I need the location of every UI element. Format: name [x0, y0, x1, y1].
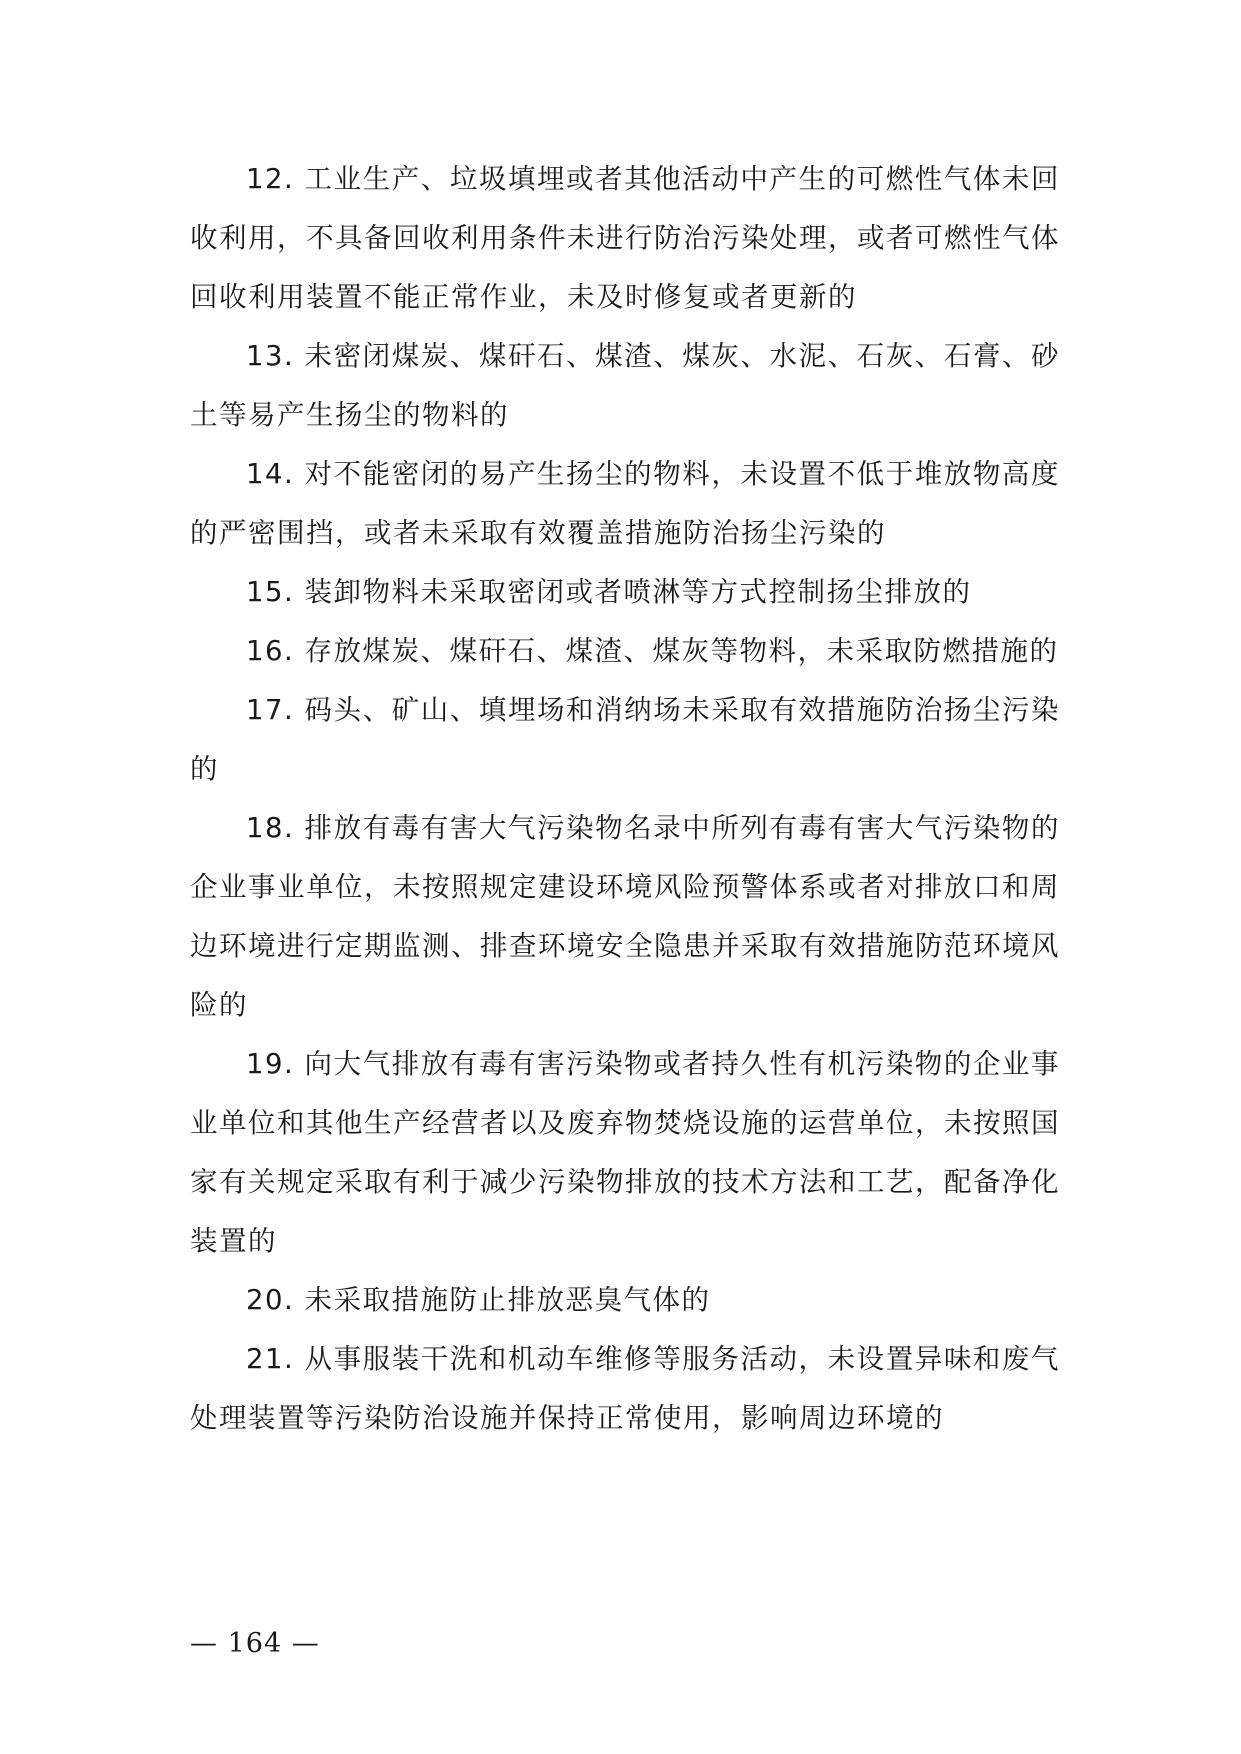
list-item-21: 21. 从事服装干洗和机动车维修等服务活动，未设置异味和废气处理装置等污染防治设施并保持正常使用，影响周边环境的	[190, 1343, 1060, 1434]
list-item-17: 17. 码头、矿山、填埋场和消纳场未采取有效措施防治扬尘污染的	[190, 694, 1060, 785]
list-item-19: 19. 向大气排放有毒有害污染物或者持久性有机污染物的企业事业单位和其他生产经营者以及废弃物焚烧设施的运营单位，未按照国家有关规定采取有利于减少污染物排放的技术方法和工艺，配备净化装置的	[190, 1048, 1060, 1257]
list-item-14: 14. 对不能密闭的易产生扬尘的物料，未设置不低于堆放物高度的严密围挡，或者未采取有效覆盖措施防治扬尘污染的	[190, 458, 1060, 549]
document-body	[190, 150, 1060, 1448]
list-item-15: 15. 装卸物料未采取密闭或者喷淋等方式控制扬尘排放的	[246, 576, 972, 608]
list-item-16: 16. 存放煤炭、煤矸石、煤渣、煤灰等物料，未采取防燃措施的	[246, 635, 1059, 667]
page-number: — 164 —	[190, 1628, 320, 1659]
list-item-20: 20. 未采取措施防止排放恶臭气体的	[246, 1284, 711, 1316]
list-item-13: 13. 未密闭煤炭、煤矸石、煤渣、煤灰、水泥、石灰、石膏、砂土等易产生扬尘的物料的	[190, 340, 1060, 431]
list-item-18: 18. 排放有毒有害大气污染物名录中所列有毒有害大气污染物的企业事业单位，未按照规定建设环境风险预警体系或者对排放口和周边环境进行定期监测、排查环境安全隐患并采取有效措施防范环境风险的	[190, 812, 1060, 1021]
list-item-12: 12. 工业生产、垃圾填埋或者其他活动中产生的可燃性气体未回收利用，不具备回收利用条件未进行防治污染处理，或者可燃性气体回收利用装置不能正常作业，未及时修复或者更新的	[190, 163, 1060, 313]
